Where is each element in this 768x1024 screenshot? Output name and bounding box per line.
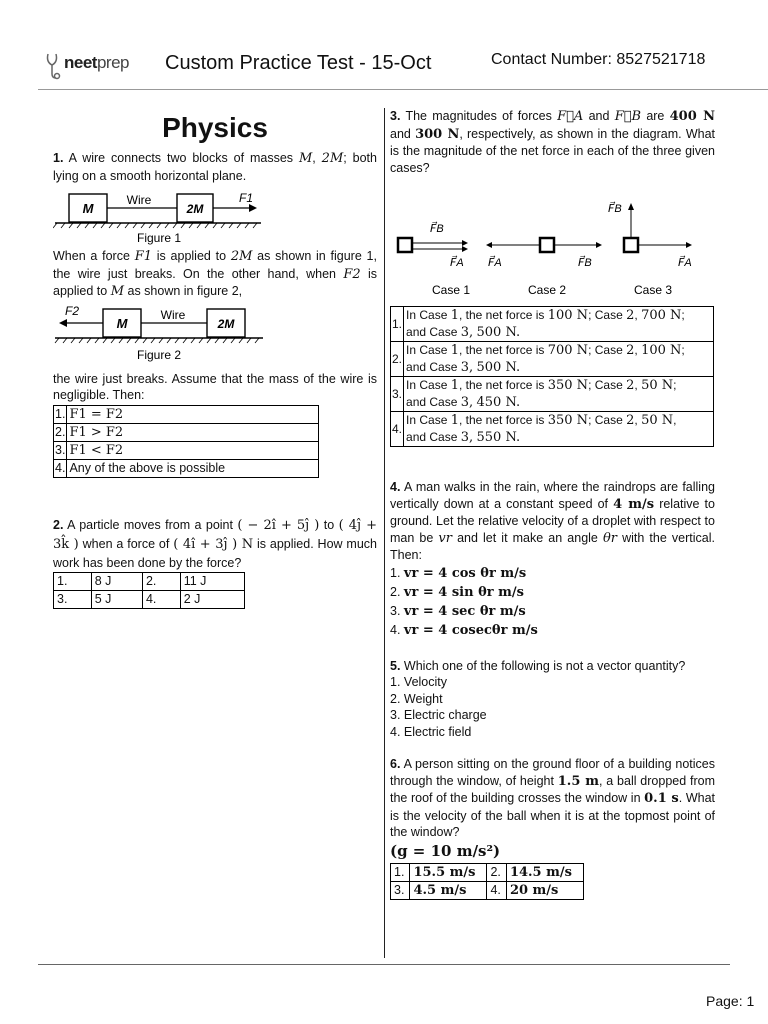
q3-option-3-text: In Case 1, the net force is 350 N; Case 2, 50 N; and Case 3, 450 N.	[404, 377, 714, 412]
fig2-arrowhead	[59, 319, 67, 327]
q6-text-b: , a ball dropped from the roof of the building crosses the window in	[390, 773, 715, 805]
q2-option-4[interactable]: 2 J	[180, 590, 244, 608]
q1-options	[53, 405, 319, 478]
q2-text-c: when a force of	[82, 536, 170, 551]
q1-option-2-num: 2.	[54, 423, 67, 441]
case1-fb-arrowhead	[462, 240, 468, 246]
q4-theta: θr	[602, 530, 618, 546]
page-header	[0, 0, 768, 92]
case2-block	[540, 238, 554, 252]
q6-height: 1.5 m	[557, 773, 599, 789]
q3-text-b: are	[646, 109, 665, 123]
q3-text-a: The magnitudes of forces	[405, 109, 552, 123]
fig2-wire-label: Wire	[160, 307, 186, 322]
q4-option-2[interactable]: 2. vr = 4 sin θr m/s	[390, 584, 524, 600]
q6-text-a: A person sitting on the ground floor of a building notices through the window, of height	[390, 757, 715, 788]
q6-option-2-num: 2.	[487, 864, 506, 882]
column-divider	[384, 108, 385, 958]
q6-option-4-num: 4.	[487, 882, 506, 900]
fig1-caption: Figure 1	[136, 231, 182, 245]
fig1-block-2m-label: 2M	[186, 202, 204, 216]
fig1-arrowhead	[249, 204, 257, 212]
q2-point-2: ( 4ĵ + 3k̂ )	[53, 517, 377, 552]
case3-caption: Case 3	[634, 283, 673, 297]
fig2-caption: Figure 2	[136, 347, 182, 362]
q2-option-2-num: 2.	[142, 572, 180, 590]
q1-option-3-text: F1 < F2	[67, 441, 319, 459]
fig1-block-m-label: M	[82, 201, 94, 216]
fig2-block-m-label: M	[116, 315, 128, 331]
q1-f2: F2	[343, 266, 361, 282]
case3-fa-label: F⃗A	[678, 257, 692, 269]
q1-mass-2m-b: 2M	[230, 249, 253, 264]
question-6	[390, 756, 715, 900]
q1-option-2-text: F1 > F2	[67, 423, 319, 441]
q1-text-b: both lying on a smooth horizontal plane.	[53, 151, 377, 183]
fig2-force-label: F2	[65, 303, 80, 318]
q4-number: 4.	[390, 480, 401, 494]
q3-text-d: , respectively, as shown in the diagram. What is the magnitude of the net force in each of the three given cases?	[390, 126, 715, 175]
case1-caption: Case 1	[432, 283, 471, 297]
q5-stem	[390, 658, 715, 675]
q3-stem	[390, 108, 715, 176]
q2-option-2[interactable]: 11 J	[180, 572, 244, 590]
q1-option-1-text: F1 = F2	[67, 405, 319, 423]
q1-text-c4: is applied to	[53, 266, 377, 298]
case1-fb-label: F⃗B	[430, 223, 444, 235]
fig1-wire-label: Wire	[126, 193, 152, 207]
question-1	[53, 150, 377, 478]
q4-options	[390, 564, 715, 640]
q2-options	[53, 572, 245, 609]
fig1-force-label: F1	[239, 191, 254, 205]
q3-fb: F⃗B	[614, 109, 642, 124]
case1-fa-label: F⃗A	[450, 257, 464, 269]
q5-text: Which one of the following is not a vector quantity?	[403, 658, 686, 673]
q4-speed: 4 m/s	[613, 496, 655, 512]
q2-number: 2.	[53, 517, 64, 532]
q6-g-value: (g = 10 m/s²)	[390, 841, 501, 860]
q2-option-4-num: 4.	[142, 590, 180, 608]
q1-option-3[interactable]	[54, 441, 319, 459]
q1-option-3-num: 3.	[54, 441, 67, 459]
case1-fa-arrowhead	[462, 246, 468, 252]
q4-text-a: A man walks in the rain, where the raindrops are falling vertically down at a constant speed of	[390, 480, 715, 511]
q5-option-4[interactable]: 4. Electric field	[390, 724, 472, 739]
q4-stem	[390, 479, 715, 564]
case1-block	[398, 238, 412, 252]
subject-title: Physics	[162, 112, 268, 143]
q2-text-a: A particle moves from a point	[67, 517, 233, 532]
q3-fa: F⃗A	[557, 109, 584, 124]
q4-option-1[interactable]: 1. vr = 4 cos θr m/s	[390, 565, 527, 581]
q2-point-1: ( − 2î + 5ĵ )	[237, 517, 320, 533]
case3-fa-arrowhead	[686, 242, 692, 248]
stethoscope-icon	[44, 50, 66, 80]
q1-stem: 1. A wire connects two blocks of masses M, 2M; both lying on a smooth horizontal plane.	[53, 151, 377, 183]
q3-option-3-num: 3.	[391, 377, 404, 412]
q5-option-2[interactable]: 2. Weight	[390, 691, 443, 706]
q1-middle-text	[53, 248, 377, 301]
q4-option-3[interactable]: 3. vr = 4 sec θr m/s	[390, 603, 526, 619]
q3-option-2-num: 2.	[391, 342, 404, 377]
q3-option-1[interactable]	[391, 307, 714, 342]
q1-figure-1	[53, 188, 263, 246]
q1-text-c5: as shown in figure 2,	[127, 284, 243, 298]
q2-option-3-num: 3.	[54, 590, 92, 608]
q3-option-4-num: 4.	[391, 412, 404, 447]
q1-mass-m-b: M	[110, 284, 125, 299]
q3-option-2-text: In Case 1, the net force is 700 N; Case 2, 100 N; and Case 3, 500 N.	[404, 342, 714, 377]
q2-stem	[53, 516, 377, 572]
q2-text-d: is applied. How much work has been done by the force?	[53, 536, 377, 570]
q1-f1: F1	[134, 249, 152, 264]
q3-value-1: 400 N	[669, 109, 715, 124]
q1-mass-2m: 2M	[321, 151, 344, 166]
q3-value-2: 300 N	[415, 126, 460, 142]
q2-option-1[interactable]: 8 J	[91, 572, 142, 590]
q2-option-1-num: 1.	[54, 572, 92, 590]
q6-option-1-num: 1.	[391, 864, 410, 882]
q4-option-4[interactable]: 4. vr = 4 cosecθr m/s	[390, 622, 538, 638]
q3-option-2[interactable]	[391, 342, 714, 377]
q2-text-b: to	[323, 517, 335, 532]
q2-force: ( 4î + 3ĵ ) N	[173, 536, 254, 552]
q2-option-3[interactable]: 5 J	[91, 590, 142, 608]
q6-option-3-num: 3.	[391, 882, 410, 900]
q5-option-3[interactable]: 3. Electric charge	[390, 708, 487, 722]
case3-block	[624, 238, 638, 252]
question-5	[390, 658, 715, 741]
q6-text-c: . What is the velocity of the ball when it is at the topmost point of the window?	[390, 791, 716, 839]
q1-option-1[interactable]	[54, 405, 319, 423]
q6-option-1[interactable]: 15.5 m/s	[410, 864, 487, 882]
neetprep-logo	[44, 50, 144, 80]
case2-fa-label: F⃗A	[488, 257, 502, 269]
case2-fa-arrowhead	[486, 242, 492, 248]
q1-figure-2	[53, 301, 267, 365]
q1-option-4[interactable]	[54, 459, 319, 477]
footer-rule	[38, 964, 730, 965]
q6-stem	[390, 756, 715, 841]
header-rule	[38, 89, 768, 90]
q6-option-3[interactable]: 4.5 m/s	[410, 882, 487, 900]
case2-fb-label: F⃗B	[578, 257, 592, 269]
case2-caption: Case 2	[528, 283, 567, 297]
q1-option-1-num: 1.	[54, 405, 67, 423]
left-column	[53, 108, 377, 609]
q1-text: A wire connects two blocks of masses	[68, 151, 294, 165]
q4-text-b: relative to ground. Let the relative velocity of a droplet with respect to man be	[390, 496, 715, 545]
question-4	[390, 479, 715, 640]
logo-wordmark: neetprep	[64, 53, 129, 72]
q6-options	[390, 863, 584, 900]
q1-option-4-text: Any of the above is possible	[67, 459, 319, 477]
page-number: Page: 1	[706, 993, 755, 1009]
case2-fb-arrowhead	[596, 242, 602, 248]
q1-option-4-num: 4.	[54, 459, 67, 477]
contact-number: Contact Number: 8527521718	[491, 51, 706, 68]
q1-text-c2: is applied to	[156, 249, 227, 263]
q4-text-c: and let it make an angle	[457, 530, 598, 545]
q3-option-4-text: In Case 1, the net force is 350 N; Case 2, 50 N, and Case 3, 550 N.	[404, 412, 714, 447]
q6-option-4[interactable]: 20 m/s	[506, 882, 583, 900]
q3-number: 3.	[390, 109, 401, 123]
q1-end-text: the wire just breaks. Assume that the mass of the wire is negligible. Then:	[53, 371, 377, 402]
q3-option-3[interactable]	[391, 377, 714, 412]
q6-option-2[interactable]: 14.5 m/s	[506, 864, 583, 882]
fig2-block-2m-label: 2M	[217, 316, 235, 331]
q3-option-4[interactable]	[391, 412, 714, 447]
q1-option-2[interactable]	[54, 423, 319, 441]
q5-number: 5.	[390, 658, 401, 673]
fig1-ground-hatch	[53, 223, 257, 228]
case3-fb-label: F⃗B	[608, 203, 622, 215]
q5-option-1[interactable]: 1. Velocity	[390, 675, 448, 689]
q3-option-1-text: In Case 1, the net force is 100 N; Case 2, 700 N; and Case 3, 500 N.	[404, 307, 714, 342]
q3-options	[390, 306, 714, 447]
right-column	[390, 108, 715, 900]
q1-text-c3: as shown in figure 1, the wire just breaks. On the other hand, when	[53, 249, 377, 281]
q4-text-d: with the vertical. Then:	[390, 530, 715, 562]
q3-force-diagram	[390, 198, 710, 298]
q3-option-1-num: 1.	[391, 307, 404, 342]
q6-number: 6.	[390, 757, 401, 771]
question-3	[390, 108, 715, 447]
q3-text-c: and	[390, 126, 411, 141]
question-2	[53, 516, 377, 609]
q1-number: 1.	[53, 151, 64, 165]
fig2-ground-hatch	[55, 338, 259, 343]
q3-text-and: and	[588, 109, 610, 123]
q6-time: 0.1 s	[644, 791, 679, 806]
test-title: Custom Practice Test - 15-Oct	[165, 52, 432, 74]
q4-vr: vr	[438, 530, 452, 546]
q1-mass-m: M	[298, 151, 313, 166]
q1-text-c1: When a force	[53, 249, 130, 263]
case3-fb-arrowhead	[628, 203, 634, 210]
